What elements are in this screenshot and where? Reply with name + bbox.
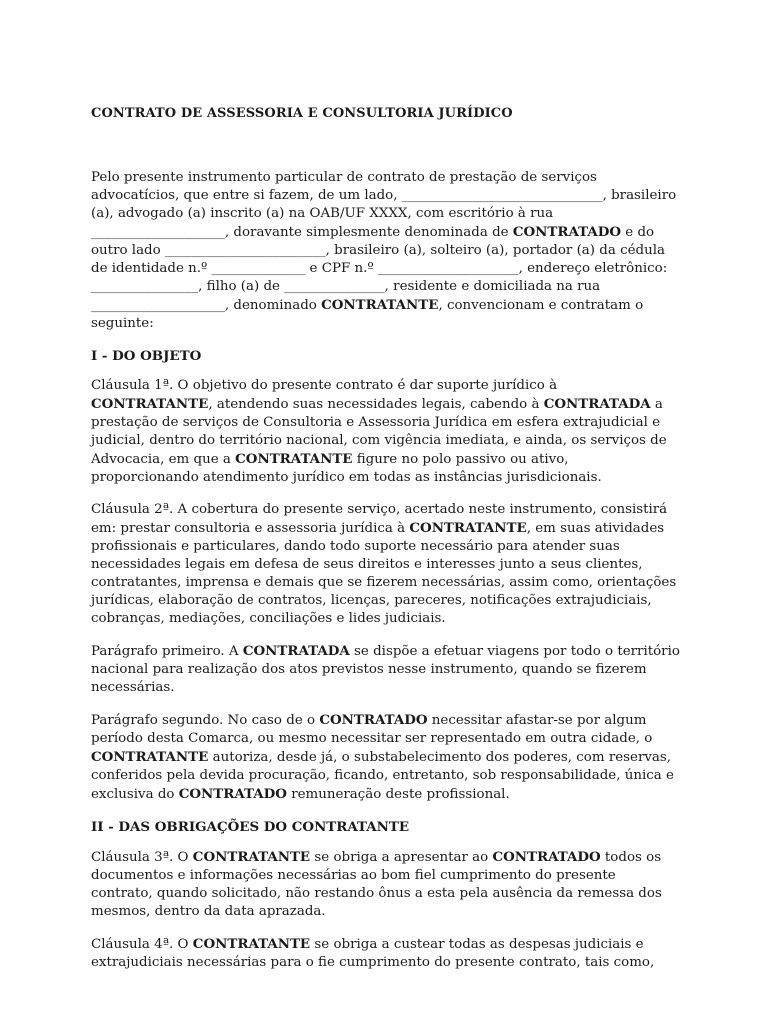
document-title: CONTRATO DE ASSESSORIA E CONSULTORIA JURÍDICO xyxy=(91,106,513,121)
intro-bold-contratado: CONTRATADO xyxy=(512,224,622,240)
clausula-4-text-2: se obriga a custear todas as despesas judiciais e extrajudiciais necessárias para o fie cumprimento do presente contrato, tais como, xyxy=(91,937,655,970)
clausula-3-bold-1: CONTRATANTE xyxy=(192,849,311,865)
clausula-1-text-1: Cláusula 1ª. O objetivo do presente contrato é dar suporte jurídico à xyxy=(91,378,558,393)
intro-text-1: Pelo presente instrumento particular de contrato de prestação de serviços advocatícios, que entre si fazem, de um lado, ______________________________, brasileiro (a), advogado (a) inscrito (a) na OAB/UF XXXX, com escritório à rua ____________________, doravante simplesmente denominada de xyxy=(91,170,677,240)
intro-text-2: e do outro lado ________________________, brasileiro (a), solteiro (a), portador (a) da cédula de identidade n.º ______________ e CPF n.º _____________________, endereço eletrônico: ________________, filho (a) de _______________, residente e domiciliada na rua ____________________, denominado xyxy=(91,225,668,313)
clausula-3-text-2: se obriga a apresentar ao xyxy=(310,850,493,865)
clausula-1-bold-3: CONTRATANTE xyxy=(235,451,353,467)
section-heading-objeto: I - DO OBJETO xyxy=(91,348,202,364)
paragrafo-1-text-1: Parágrafo primeiro. A xyxy=(91,644,243,659)
paragrafo-2-bold-1: CONTRATADO xyxy=(319,712,428,728)
intro-paragraph xyxy=(91,169,680,333)
clausula-1-text-3: a prestação de serviços de Consultoria e Assessoria Jurídica em esfera extrajudicial e judicial, dentro do território nacional, com vigência imediata, e ainda, os serviços de Advocacia, em que a xyxy=(91,397,667,467)
clausula-2-bold-1: CONTRATANTE xyxy=(409,520,527,536)
clausula-1-text-2: , atendendo suas necessidades legais, cabendo à xyxy=(208,397,544,412)
paragrafo-2-text-2: necessitar afastar-se por algum período desta Comarca, ou mesmo necessitar ser representado em outra cidade, o xyxy=(91,713,653,746)
clausula-2 xyxy=(91,501,680,628)
paragrafo-2-text-4: remuneração deste profissional. xyxy=(286,787,510,802)
clausula-3-text-1: Cláusula 3ª. O xyxy=(91,850,193,865)
clausula-3-bold-2: CONTRATADO xyxy=(492,849,601,865)
paragrafo-2-bold-2: CONTRATANTE xyxy=(91,749,209,765)
paragrafo-primeiro xyxy=(91,642,680,697)
paragrafo-1-bold-1: CONTRATADA xyxy=(242,643,350,659)
intro-text-3: , convencionam e contratam o seguinte: xyxy=(91,298,644,331)
clausula-1-bold-1: CONTRATANTE xyxy=(91,396,209,412)
intro-bold-contratante: CONTRATANTE xyxy=(321,297,439,313)
clausula-4-bold-1: CONTRATANTE xyxy=(192,936,311,952)
paragrafo-2-text-1: Parágrafo segundo. No caso de o xyxy=(91,713,320,728)
paragrafo-2-bold-3: CONTRATADO xyxy=(178,786,287,802)
clausula-3 xyxy=(91,848,680,921)
clausula-2-text-2: , em suas atividades profissionais e particulares, dando todo suporte necessário para atender suas necessidades legais em defesa de seus direitos e interesses junto a seus clientes, contratantes, imprensa e demais que se fizerem necessárias, assim como, orientações jurídicas, elaboração de contratos, licenças, pareceres, notificações extrajudiciais, cobranças, mediações, conciliações e lides judiciais. xyxy=(91,521,677,626)
paragrafo-1-text-2: se dispõe a efetuar viagens por todo o território nacional para realização dos atos previstos nesse instrumento, quando se fizerem necessárias. xyxy=(91,644,680,695)
clausula-1-text-4: figure no polo passivo ou ativo, proporcionando atendimento jurídico em todas as instâncias jurisdicionais. xyxy=(91,452,602,485)
clausula-2-text-1: Cláusula 2ª. A cobertura do presente serviço, acertado neste instrumento, consistirá em: prestar consultoria e assessoria jurídica à xyxy=(91,502,668,536)
clausula-3-text-3: todos os documentos e informações necessárias ao bom fiel cumprimento do presente contrato, quando solicitado, não restando ônus a esta pela ausência da remessa dos mesmos, dentro da data aprazada. xyxy=(91,850,662,919)
clausula-4 xyxy=(91,935,680,972)
section-heading-obrigacoes: II - DAS OBRIGAÇÕES DO CONTRATANTE xyxy=(91,819,410,835)
clausula-1-bold-2: CONTRATADA xyxy=(543,396,651,412)
clausula-4-text-1: Cláusula 4ª. O xyxy=(91,937,193,952)
paragrafo-segundo xyxy=(91,711,680,804)
clausula-1 xyxy=(91,377,680,487)
paragrafo-2-text-3: autoriza, desde já, o substabelecimento dos poderes, com reservas, conferidos pela devida procuração, ficando, entretanto, sob responsabilidade, única e exclusiva do xyxy=(91,750,674,802)
